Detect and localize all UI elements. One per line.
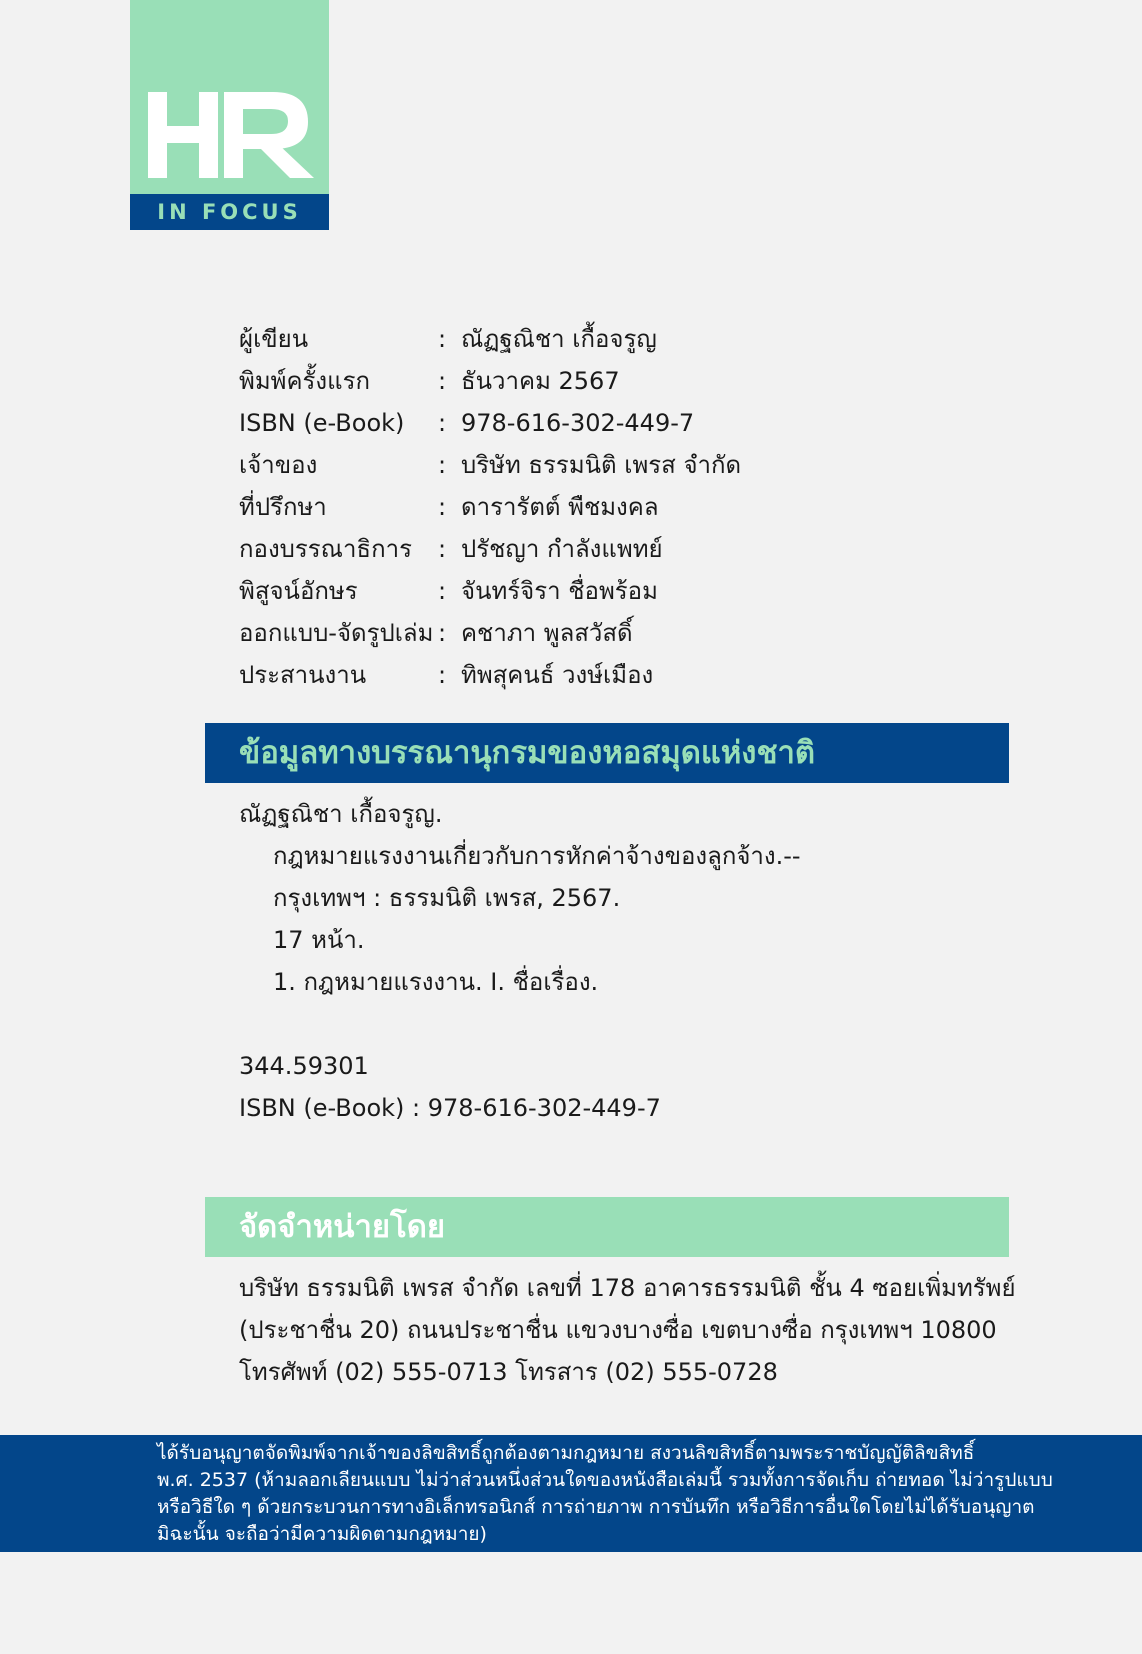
detail-colon: : (438, 535, 447, 563)
copyright-line: พ.ศ. 2537 (ห้ามลอกเลียนแบบ ไม่ว่าส่วนหนึ่งส่วนใดของหนังสือเล่มนี้ รวมทั้งการจัดเก็บ ถ่ายทอด ไม่ว่ารูปแบบ (157, 1469, 1053, 1491)
detail-label: พิสูจน์อักษร (239, 577, 358, 605)
detail-label: ออกแบบ-จัดรูปเล่ม (239, 619, 434, 647)
detail-value: ดารารัตต์ พืชมงคล (461, 493, 659, 521)
detail-value: ปรัชญา กำลังแพทย์ (461, 535, 663, 563)
cip-record (239, 793, 801, 1129)
cip-author: ณัฏฐณิชา เกื้อจรูญ. (239, 800, 443, 828)
detail-value: ธันวาคม 2567 (461, 367, 620, 395)
cip-heading: ข้อมูลทางบรรณานุกรมของหอสมุดแห่งชาติ (205, 723, 1009, 783)
cip-title: กฎหมายแรงงานเกี่ยวกับการหักค่าจ้างของลูกจ้าง.-- (273, 842, 801, 870)
distribution-line: บริษัท ธรรมนิติ เพรส จำกัด เลขที่ 178 อาคารธรรมนิติ ชั้น 4 ซอยเพิ่มทรัพย์ (239, 1274, 1016, 1302)
cip-spacer (239, 1003, 801, 1045)
logo-mint-panel (130, 0, 329, 194)
cip-publisher: กรุงเทพฯ : ธรรมนิติ เพรส, 2567. (273, 884, 621, 912)
detail-label: ผู้เขียน (239, 325, 309, 353)
copyright-line: มิฉะนั้น จะถือว่ามีความผิดตามกฎหมาย) (157, 1523, 487, 1545)
copyright-line: หรือวิธีใด ๆ ด้วยกระบวนการทางอิเล็กทรอนิกส์ การถ่ายภาพ การบันทึก หรือวิธีการอื่นใดโดยไม่ได้รับอนุญาต (157, 1496, 1035, 1518)
logo-tagline: IN FOCUS (130, 194, 329, 230)
detail-label: เจ้าของ (239, 451, 318, 479)
detail-value: 978-616-302-449-7 (461, 409, 695, 437)
detail-colon: : (438, 619, 447, 647)
detail-value: ณัฏฐณิชา เกื้อจรูญ (461, 325, 657, 353)
cip-subjects: 1. กฎหมายแรงงาน. I. ชื่อเรื่อง. (273, 968, 599, 996)
cip-call-number: 344.59301 (239, 1052, 369, 1080)
copyright-notice (0, 1435, 1142, 1552)
detail-label: พิมพ์ครั้งแรก (239, 367, 371, 395)
detail-colon: : (438, 367, 447, 395)
detail-colon: : (438, 661, 447, 689)
detail-label: ประสานงาน (239, 661, 367, 689)
distribution-line: โทรศัพท์ (02) 555-0713 โทรสาร (02) 555-0728 (239, 1358, 778, 1386)
detail-colon: : (438, 451, 447, 479)
hr-in-focus-logo (130, 0, 329, 230)
detail-colon: : (438, 493, 447, 521)
distribution-line: (ประชาชื่น 20) ถนนประชาชื่น แขวงบางซื่อ เขตบางซื่อ กรุงเทพฯ 10800 (239, 1316, 997, 1344)
detail-label: กองบรรณาธิการ (239, 535, 412, 563)
detail-value: จันทร์จิรา ชื่อพร้อม (461, 577, 658, 605)
detail-value: บริษัท ธรรมนิติ เพรส จำกัด (461, 451, 742, 479)
cip-pages: 17 หน้า. (273, 926, 365, 954)
distribution-address (239, 1267, 1016, 1393)
detail-colon: : (438, 325, 447, 353)
detail-label: ISBN (e-Book) (239, 409, 405, 437)
detail-value: ทิพสุคนธ์ วงษ์เมือง (461, 661, 654, 689)
copyright-line: ได้รับอนุญาตจัดพิมพ์จากเจ้าของลิขสิทธิ์ถูกต้องตามกฎหมาย สงวนลิขสิทธิ์ตามพระราชบัญญัติลิขสิทธิ์ (157, 1442, 975, 1464)
detail-label: ที่ปรึกษา (239, 493, 327, 521)
detail-colon: : (438, 409, 447, 437)
cip-isbn: ISBN (e-Book) : 978-616-302-449-7 (239, 1094, 661, 1122)
detail-colon: : (438, 577, 447, 605)
detail-value: คชาภา พูลสวัสดิ์ (461, 619, 633, 647)
distribution-heading: จัดจำหน่ายโดย (205, 1197, 1009, 1257)
logo-hr-lettermark (148, 82, 314, 182)
